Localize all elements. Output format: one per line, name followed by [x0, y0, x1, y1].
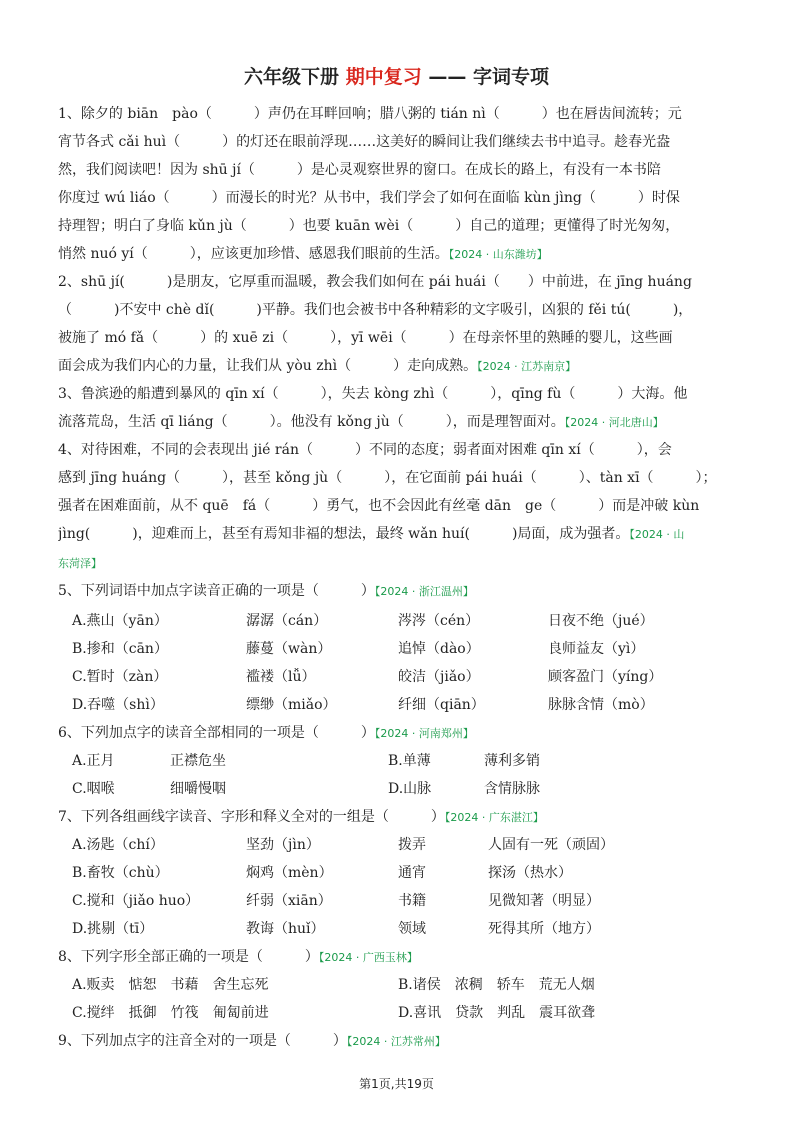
q7-option-a-word: 拨弄 — [398, 837, 426, 853]
source-tag: 【2024 · 广东湛江】 — [444, 811, 544, 824]
q1-line: 悄然 nuó yí（ ），应该更加珍惜、感恩我们眼前的生活。【2024 · 山东潍坊】 — [58, 246, 548, 262]
q5-option-b: B.掺和（cān） — [72, 641, 168, 657]
question-2 — [58, 268, 738, 381]
q6-option-c: C.咽喉 — [72, 781, 115, 797]
q5-option-b-word: 良师益友（yì） — [548, 641, 645, 657]
q5-option-c-word: 皎洁（jiǎo） — [398, 669, 480, 685]
question-5-stem: 5、下列词语中加点字读音正确的一项是（ ）【2024 · 浙江温州】 — [58, 583, 474, 599]
q5-option-d-word: 脉脉含情（mò） — [548, 697, 654, 713]
q2-line: 面会成为我们内心的力量，让我们从 yòu zhì（ ）走向成熟。【2024 · 江苏南京】 — [58, 358, 577, 374]
q7-option-b-word: 焖鸡（mèn） — [246, 865, 333, 881]
q7-option-d-word: 教诲（huǐ） — [246, 921, 325, 937]
source-tag: 【2024 · 山 — [629, 528, 685, 541]
q7-option-d: D.挑剔（tī） — [72, 921, 154, 937]
q2-line: （ )不安中 chè dǐ( )平静。我们也会被书中各种精彩的文字吸引，凶狠的 fěi tú( )， — [58, 302, 693, 318]
q6-option-d-word: 含情脉脉 — [484, 781, 540, 797]
q7-option-c-word: 书籍 — [398, 893, 426, 909]
q4-line: 感到 jīng huáng（ ），甚至 kǒng jù（ ），在它面前 pái huái（ ）、tàn xī（ ）； — [58, 470, 717, 486]
title-grade: 六年级下册 — [244, 66, 340, 88]
source-tag: 【2024 · 山东潍坊】 — [448, 248, 548, 261]
q4-line: 4、对待困难，不同的会表现出 jié rán（ ）不同的态度；弱者面对困难 qīn xí（ ），会 — [58, 442, 672, 458]
question-6-stem: 6、下列加点字的读音全部相同的一项是（ ）【2024 · 河南郑州】 — [58, 725, 474, 741]
page-title — [0, 62, 793, 89]
question-7-stem: 7、下列各组画线字读音、字形和释义全对的一组是（ ）【2024 · 广东湛江】 — [58, 809, 544, 825]
q5-option-d-word: 纤细（qiān） — [398, 697, 485, 713]
q6-option-a: A.正月 — [72, 753, 115, 769]
q5-option-d: D.吞噬（shì） — [72, 697, 164, 713]
source-tag: 东菏泽】 — [58, 557, 102, 570]
q6-option-c-word: 细嚼慢咽 — [170, 781, 226, 797]
q1-line: 持理智；明白了身临 kǔn jù（ ）也要 kuān wèi（ ）自己的道理；更懂得了时光匆匆， — [58, 218, 680, 234]
q7-option-c-word: 见微知著（明显） — [488, 893, 600, 909]
q5-option-c-word: 顾客盈门（yíng） — [548, 669, 663, 685]
question-8-stem: 8、下列字形全部正确的一项是（ ）【2024 · 广西玉林】 — [58, 949, 418, 965]
q6-option-b: B.单薄 — [388, 753, 431, 769]
page-number: 第1页,共19页 — [359, 1077, 434, 1091]
q7-option-d-word: 死得其所（地方） — [488, 921, 600, 937]
q7-option-b-word: 探汤（热水） — [488, 865, 572, 881]
source-tag: 【2024 · 河北唐山】 — [564, 416, 664, 429]
question-1 — [58, 100, 738, 269]
source-tag: 【2024 · 江苏常州】 — [346, 1035, 446, 1048]
q5-option-a-word: 日夜不绝（jué） — [548, 613, 654, 629]
q6-option-b-word: 薄利多销 — [484, 753, 540, 769]
q8-option-d: D.喜讯 贷款 判乱 震耳欲聋 — [398, 1005, 596, 1021]
source-tag: 【2024 · 河南郑州】 — [374, 727, 474, 740]
title-highlight: 期中复习 — [345, 66, 422, 88]
q7-option-a-word: 坚劲（jìn） — [246, 837, 320, 853]
q6-option-a-word: 正襟危坐 — [170, 753, 226, 769]
q5-option-a-word: 潺潺（cán） — [246, 613, 328, 629]
q7-option-b-word: 通宵 — [398, 865, 426, 881]
q7-option-d-word: 领域 — [398, 921, 426, 937]
q5-option-c-word: 褴褛（lǚ） — [246, 669, 316, 685]
q4-line: jìng( )，迎难而上，甚至有焉知非福的想法，最终 wǎn huí( )局面，成为强者。【2024 · 山 — [58, 526, 685, 542]
q7-option-c-word: 纤弱（xiān） — [246, 893, 332, 909]
q3-line: 3、鲁滨逊的船遭到暴风的 qīn xí（ ），失去 kòng zhì（ ），qīng fù（ ）大海。他 — [58, 386, 688, 402]
q6-option-d: D.山脉 — [388, 781, 432, 797]
q4-line: 强者在困难面前，从不 quē fá（ ）勇气，也不会因此有丝毫 dān ge（ ）而是冲破 kùn — [58, 498, 700, 514]
question-4 — [58, 436, 738, 578]
q5-option-a-word: 涔涔（cén） — [398, 613, 480, 629]
source-tag: 【2024 · 浙江温州】 — [374, 585, 474, 598]
q8-option-b: B.诸侯 浓稠 轿车 荒无人烟 — [398, 977, 595, 993]
q2-line: 被施了 mó fǎ（ ）的 xuē zi（ ），yī wēi（ ）在母亲怀里的熟睡的婴儿，这些画 — [58, 330, 673, 346]
q5-option-c: C.暂时（zàn） — [72, 669, 168, 685]
question-9-stem: 9、下列加点字的注音全对的一项是（ ）【2024 · 江苏常州】 — [58, 1033, 446, 1049]
title-topic: —— 字词专项 — [428, 66, 549, 88]
q8-option-c: C.搅绊 抵御 竹筏 匍匐前进 — [72, 1005, 269, 1021]
source-tag: 【2024 · 江苏南京】 — [477, 360, 577, 373]
source-tag: 【2024 · 广西玉林】 — [318, 951, 418, 964]
question-3 — [58, 380, 738, 437]
q1-line: 你度过 wú liáo（ ）而漫长的时光？从书中，我们学会了如何在面临 kùn jìng（ ）时保 — [58, 190, 680, 206]
q3-line: 流落荒岛，生活 qī liáng（ ）。他没有 kǒng jù（ ），而是理智面对。【2024 · 河北唐山】 — [58, 414, 664, 430]
q5-option-d-word: 缥缈（miǎo） — [246, 697, 337, 713]
q8-option-a: A.贩卖 惦恕 书藉 舍生忘死 — [72, 977, 269, 993]
q7-option-b: B.畜牧（chù） — [72, 865, 169, 881]
q1-line: 1、除夕的 biān pào（ ）声仍在耳畔回响；腊八粥的 tián nì（ ）也在唇齿间流转；元 — [58, 106, 682, 122]
q1-line: 然，我们阅读吧！因为 shū jí（ ）是心灵观察世界的窗口。在成长的路上，有没有一本书陪 — [58, 162, 661, 178]
q7-option-a: A.汤匙（chí） — [72, 837, 164, 853]
q5-option-b-word: 藤蔓（wàn） — [246, 641, 332, 657]
q4-line — [58, 549, 738, 578]
q2-line: 2、shū jí( )是朋友，它厚重而温暖，教会我们如何在 pái huái（ ）中前进，在 jīng huáng — [58, 274, 692, 290]
q5-option-b-word: 追悼（dào） — [398, 641, 480, 657]
q7-option-a-word: 人固有一死（顽固） — [488, 837, 614, 853]
q5-option-a: A.燕山（yān） — [72, 613, 168, 629]
q7-option-c: C.搅和（jiǎo huo） — [72, 893, 200, 909]
q1-line: 宵节各式 cǎi huì（ ）的灯还在眼前浮现……这美好的瞬间让我们继续去书中追寻。趁春光盎 — [58, 134, 671, 150]
